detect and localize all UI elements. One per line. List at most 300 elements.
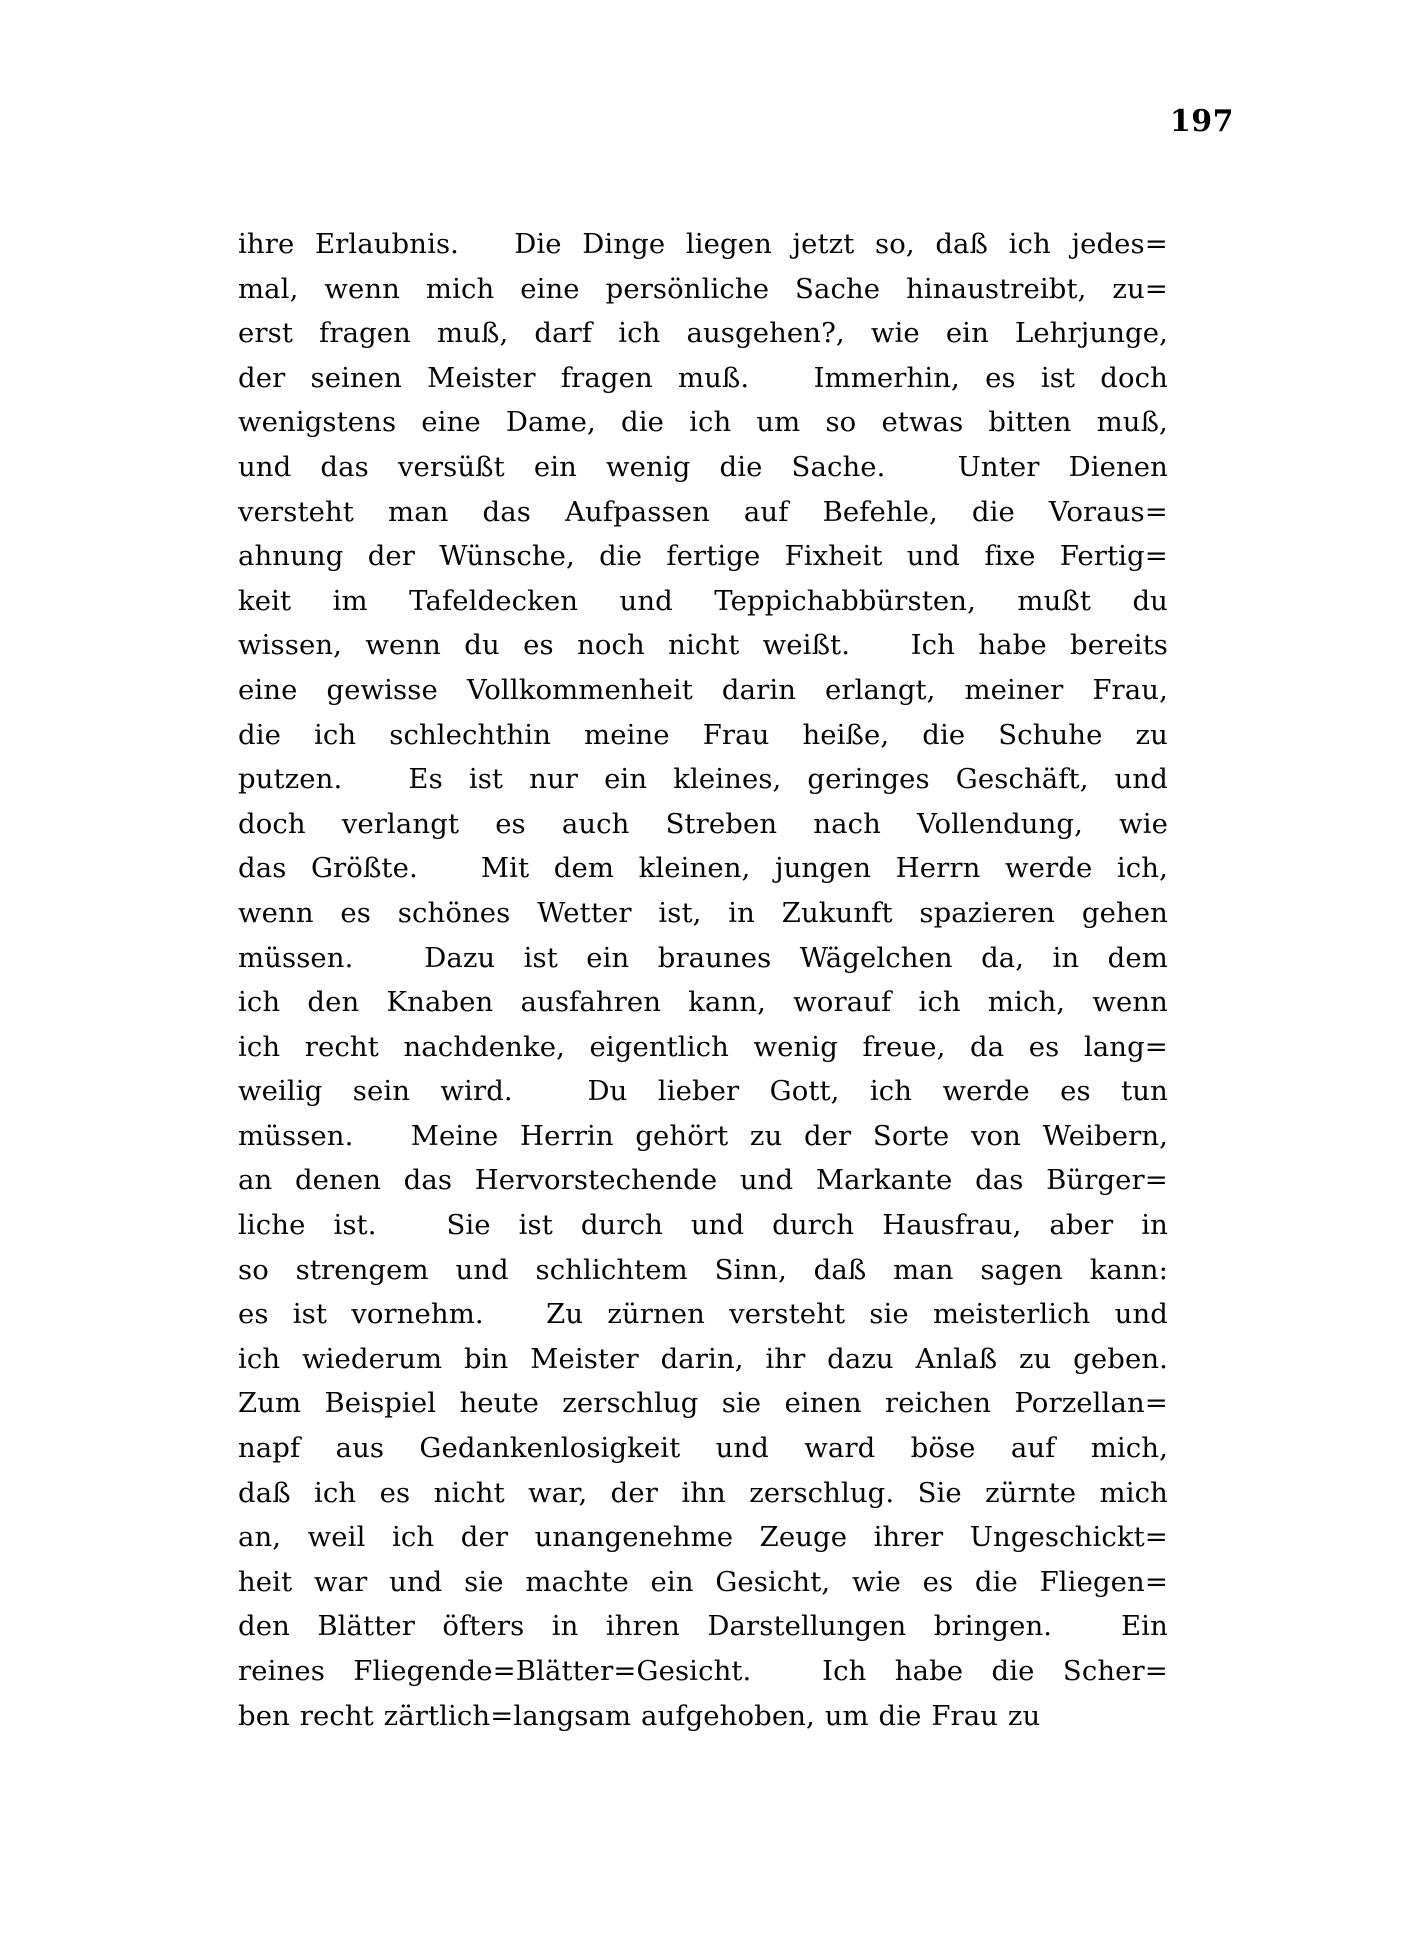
text-word: Meine <box>410 1119 499 1152</box>
text-word: Du <box>587 1075 628 1108</box>
text-word: wenig <box>606 450 691 483</box>
text-word: ich <box>392 1521 435 1554</box>
text-word: das <box>975 1164 1024 1197</box>
text-word: ihn <box>681 1476 726 1509</box>
text-word: Ich <box>822 1655 867 1687</box>
text-word: es <box>495 807 526 840</box>
text-word: in <box>551 1610 579 1643</box>
text-word: Zeuge <box>759 1521 848 1554</box>
text-word: ihre <box>238 228 295 260</box>
text-word: ein <box>586 941 630 974</box>
text-line <box>238 1515 1168 1560</box>
text-word: darf <box>534 317 593 350</box>
text-word: der <box>367 540 416 573</box>
text-word: muß, <box>437 317 509 350</box>
text-word: Beispiel <box>324 1387 437 1420</box>
text-word: Ich <box>910 629 955 662</box>
text-word: das <box>403 1164 453 1197</box>
text-line <box>238 356 1168 401</box>
text-word: Dame, <box>505 406 596 439</box>
text-word: bin <box>464 1342 509 1375</box>
text-word: Herrin <box>520 1119 614 1152</box>
text-word: jedes= <box>1071 228 1168 260</box>
text-line <box>238 1114 1168 1159</box>
text-word: Lehrjunge, <box>1014 317 1168 350</box>
text-line <box>238 713 1168 758</box>
text-word: nachdenke, <box>403 1030 565 1063</box>
sentence-gap <box>780 1649 794 1694</box>
text-word: das <box>238 852 287 885</box>
text-line <box>238 490 1168 535</box>
text-word: sie <box>869 1298 909 1331</box>
text-word: Sie <box>446 1209 491 1242</box>
text-word: worauf <box>793 986 892 1019</box>
text-word: von <box>970 1119 1021 1152</box>
text-word: das <box>482 495 531 528</box>
text-word: Weibern, <box>1042 1119 1168 1152</box>
text-word: es <box>1028 1030 1060 1063</box>
text-word: ausfahren <box>520 986 662 1019</box>
text-word: aus <box>335 1432 385 1465</box>
text-word: Darstellungen <box>707 1610 907 1643</box>
text-word: putzen. <box>238 763 343 796</box>
sentence-gap <box>480 222 494 267</box>
text-word: werde <box>942 1075 1030 1108</box>
text-word: Porzellan= <box>1014 1387 1168 1420</box>
text-word: schönes <box>397 896 511 929</box>
text-word: wenn <box>238 896 314 929</box>
text-word: wird. <box>440 1075 513 1108</box>
text-word: ich <box>314 1476 357 1509</box>
text-line <box>238 980 1168 1025</box>
sentence-gap <box>508 1292 522 1337</box>
sentence-gap <box>774 356 788 401</box>
text-line <box>238 534 1168 579</box>
text-word: durch <box>580 1209 663 1242</box>
text-word: wenn <box>365 629 441 662</box>
text-word: ich <box>1008 228 1051 260</box>
text-word: sein <box>352 1075 411 1108</box>
text-word: durch <box>772 1209 855 1242</box>
text-word: fragen <box>319 317 411 350</box>
text-word: Erlaubnis. <box>314 228 460 260</box>
text-word: und <box>1114 763 1168 796</box>
text-word: dem <box>1107 941 1168 974</box>
text-word: Unter <box>957 450 1040 483</box>
text-word: die <box>991 1655 1035 1687</box>
text-word: so, <box>875 228 915 260</box>
text-word: muß, <box>1096 406 1168 439</box>
text-word: bereits <box>1070 629 1168 662</box>
text-word: darin <box>721 673 797 706</box>
text-line <box>238 445 1168 490</box>
text-word: persönliche <box>605 272 770 305</box>
text-word: ist <box>468 763 504 796</box>
text-word: nur <box>529 763 579 796</box>
sentence-gap <box>915 445 929 490</box>
text-word: wie <box>870 317 920 350</box>
text-word: es <box>985 361 1016 394</box>
text-word: ich <box>689 406 732 439</box>
text-word: ich, <box>1116 852 1168 885</box>
text-word: meiner <box>964 673 1064 706</box>
text-line <box>238 1248 1168 1293</box>
text-word: ist, <box>658 896 702 929</box>
text-word: machte <box>525 1565 629 1598</box>
text-word: ich <box>238 1342 281 1375</box>
text-line <box>238 1426 1168 1471</box>
text-word: schlichtem <box>535 1253 688 1286</box>
text-word: Voraus= <box>1048 495 1168 528</box>
text-word: bringen. <box>933 1610 1053 1643</box>
text-line <box>238 311 1168 356</box>
text-word: ein <box>650 1565 694 1598</box>
text-word: etwas <box>881 406 964 439</box>
sentence-gap <box>382 936 396 981</box>
text-word: Zu <box>546 1298 584 1331</box>
text-line <box>238 1292 1168 1337</box>
text-word: Gedankenlosigkeit <box>419 1432 681 1465</box>
text-word: freue, <box>862 1030 946 1063</box>
text-word: man <box>893 1253 954 1286</box>
text-word: Fixheit <box>784 540 883 573</box>
text-word: versteht <box>238 495 354 528</box>
text-word: kann: <box>1089 1253 1168 1286</box>
text-word: Die <box>514 228 562 260</box>
text-word: ich <box>238 986 281 1019</box>
body-text <box>238 222 1168 1738</box>
text-word: gewisse <box>326 673 438 706</box>
sentence-gap <box>405 1203 419 1248</box>
text-word: müssen. <box>238 941 354 974</box>
text-word: zerschlug <box>562 1387 699 1420</box>
text-word: kleines, <box>673 763 782 796</box>
sentence-gap <box>368 757 382 802</box>
text-word: ward <box>804 1432 876 1465</box>
text-word: müssen. <box>238 1119 354 1152</box>
text-word: Gott, <box>769 1075 840 1108</box>
text-word: ahnung <box>238 540 344 573</box>
sentence-gap <box>873 623 887 668</box>
text-word: habe <box>978 629 1047 662</box>
text-word: es <box>922 1565 954 1598</box>
text-word: sagen <box>980 1253 1063 1286</box>
text-word: seinen <box>310 361 402 394</box>
text-word: es <box>238 1298 269 1331</box>
text-line <box>238 846 1168 891</box>
text-word: einen <box>784 1387 862 1420</box>
text-word: Schuhe <box>998 718 1103 751</box>
text-word: kann, <box>688 986 766 1019</box>
text-word: die <box>719 450 763 483</box>
text-word: Sorte <box>872 1119 950 1152</box>
text-word: ihr <box>765 1342 806 1375</box>
text-line <box>238 1471 1168 1516</box>
text-word: ausgehen?, <box>686 317 845 350</box>
text-word: gehört <box>635 1119 729 1152</box>
text-word: Mit <box>480 852 530 885</box>
text-word: auch <box>561 807 630 840</box>
text-word: der <box>610 1476 658 1509</box>
page-number: 197 <box>1169 104 1234 139</box>
text-word: Zum <box>238 1387 302 1420</box>
text-word: so <box>825 406 857 439</box>
text-word: Zukunft <box>781 896 893 929</box>
text-word: mich, <box>987 986 1066 1019</box>
text-word: Wünsche, <box>439 540 575 573</box>
text-word: wenn <box>1092 986 1168 1019</box>
text-line <box>238 668 1168 713</box>
text-word: Frau, <box>1092 673 1168 706</box>
text-word: Scher= <box>1062 1655 1168 1687</box>
text-word: Gesicht, <box>715 1565 831 1598</box>
text-word: daß <box>238 1476 291 1509</box>
text-word: mich <box>1099 1476 1168 1509</box>
text-line <box>238 757 1168 802</box>
text-line <box>238 1560 1168 1605</box>
text-word: reichen <box>885 1387 992 1420</box>
text-word: heit <box>238 1565 293 1598</box>
text-word: ich <box>238 1030 281 1063</box>
text-word: in <box>728 896 755 929</box>
text-word: fragen <box>560 361 653 394</box>
text-word: weilig <box>238 1075 323 1108</box>
text-word: habe <box>894 1655 964 1687</box>
text-word: ist <box>518 1209 553 1242</box>
text-word: Bürger= <box>1046 1164 1168 1197</box>
text-word: Hausfrau, <box>882 1209 1022 1242</box>
text-word: man <box>388 495 449 528</box>
text-word: Größte. <box>310 852 418 885</box>
text-word: Frau <box>702 718 770 751</box>
text-word: Wägelchen <box>799 941 953 974</box>
text-word: Ein <box>1121 1610 1168 1643</box>
text-word: keit <box>238 584 292 617</box>
text-word: Geschäft, <box>955 763 1089 796</box>
text-word: Meister <box>427 361 536 394</box>
text-word: Aufpassen <box>565 495 710 528</box>
text-word: wie <box>1119 807 1168 840</box>
text-word: ich <box>618 317 661 350</box>
text-word: auf <box>1010 1432 1056 1465</box>
text-word: Streben <box>665 807 778 840</box>
text-word: Tafeldecken <box>409 584 579 617</box>
text-word: Befehle, <box>822 495 938 528</box>
text-word: du <box>1132 584 1168 617</box>
sentence-gap <box>442 846 456 891</box>
text-word: Fliegende=Blätter=Gesicht. <box>353 1655 752 1687</box>
text-word: an, <box>238 1521 282 1554</box>
text-word: gehen <box>1081 896 1168 929</box>
text-word: sie <box>721 1387 762 1420</box>
text-word: zerschlug. <box>749 1476 895 1509</box>
text-word: Dazu <box>424 941 496 974</box>
text-word: daß <box>935 228 989 260</box>
text-line <box>238 1203 1168 1248</box>
text-word: zu <box>1135 718 1168 751</box>
text-word: Teppichabbürsten, <box>714 584 976 617</box>
text-word: meine <box>584 718 670 751</box>
text-word: Ungeschickt= <box>969 1521 1168 1554</box>
text-word: ihren <box>605 1610 680 1643</box>
text-word: Markante <box>815 1164 953 1197</box>
text-word: spazieren <box>919 896 1056 929</box>
text-word: aber <box>1049 1209 1114 1242</box>
text-line <box>238 1649 1168 1694</box>
text-word: die <box>922 718 966 751</box>
text-word: da, <box>981 941 1025 974</box>
text-line <box>238 802 1168 847</box>
text-word: die <box>620 406 664 439</box>
text-word: die <box>974 1565 1018 1598</box>
text-word: und <box>906 540 961 573</box>
text-word: muß. <box>677 361 750 394</box>
text-word: fertige <box>666 540 761 573</box>
text-word: dem <box>553 852 615 885</box>
text-word: doch <box>238 807 306 840</box>
text-word: und <box>238 450 292 483</box>
text-word: lang= <box>1083 1030 1168 1063</box>
text-word: doch <box>1100 361 1168 394</box>
text-word: Meister <box>530 1342 639 1375</box>
text-word: heiße, <box>802 718 890 751</box>
text-word: mich <box>425 272 495 305</box>
text-word: weißt. <box>762 629 851 662</box>
text-word: in <box>1052 941 1080 974</box>
text-word: liegen <box>685 228 772 260</box>
text-word: ich <box>869 1075 913 1108</box>
text-word: es <box>379 1476 411 1509</box>
text-word: liche <box>238 1209 306 1242</box>
text-word: zürnte <box>985 1476 1077 1509</box>
text-line <box>238 1381 1168 1426</box>
text-word: Sinn, <box>714 1253 787 1286</box>
text-word: Fertig= <box>1059 540 1168 573</box>
text-word: wenigstens <box>238 406 397 439</box>
text-word: und <box>619 584 673 617</box>
text-word: strengem <box>295 1253 429 1286</box>
text-word: schlechthin <box>389 718 552 751</box>
text-word: Herrn <box>895 852 981 885</box>
text-word: hinaustreibt, <box>906 272 1087 305</box>
text-word: darin, <box>660 1342 744 1375</box>
sentence-gap <box>543 1069 557 1114</box>
text-word: ist <box>523 941 558 974</box>
text-word: weil <box>307 1521 366 1554</box>
text-word: Wetter <box>537 896 632 929</box>
text-word: es <box>523 629 554 662</box>
text-word: napf <box>238 1432 301 1465</box>
text-word: eigentlich <box>589 1030 729 1063</box>
text-line <box>238 1337 1168 1382</box>
text-word: jungen <box>774 852 872 885</box>
text-word: Dienen <box>1068 450 1168 483</box>
text-word: Hervorstechende <box>474 1164 718 1197</box>
text-word: wie <box>851 1565 901 1598</box>
text-word: versteht <box>729 1298 846 1331</box>
text-word: werde <box>1005 852 1093 885</box>
text-word: und <box>715 1432 769 1465</box>
text-word: mal, <box>238 272 299 305</box>
text-word: denen <box>294 1164 382 1197</box>
text-word: Immerhin, <box>813 361 960 394</box>
text-word: kleinen, <box>638 852 751 885</box>
text-word: böse <box>910 1432 976 1465</box>
text-word: wissen, <box>238 629 342 662</box>
text-word: ein <box>533 450 577 483</box>
text-word: Dinge <box>582 228 666 260</box>
text-word: öfters <box>442 1610 525 1643</box>
text-word: wiederum <box>302 1342 443 1375</box>
text-word: braunes <box>657 941 772 974</box>
text-line <box>238 1069 1168 1114</box>
text-word: geringes <box>807 763 930 796</box>
text-line <box>238 891 1168 936</box>
text-word: heute <box>459 1387 539 1420</box>
text-word: die <box>971 495 1015 528</box>
text-word: mußt <box>1017 584 1092 617</box>
text-line <box>238 1025 1168 1070</box>
text-word: dazu <box>827 1342 894 1375</box>
text-word: und <box>389 1565 443 1598</box>
text-word: wenn <box>324 272 400 305</box>
text-word: Anlaß <box>915 1342 998 1375</box>
text-line: ben recht zärtlich=langsam aufgehoben, um die Frau zu <box>238 1699 1041 1732</box>
text-word: fixe <box>984 540 1036 573</box>
text-word: der <box>460 1521 509 1554</box>
text-word: nicht <box>433 1476 505 1509</box>
text-word: die <box>238 718 281 751</box>
text-word: ist <box>1040 361 1076 394</box>
text-word: nach <box>813 807 881 840</box>
text-word: bitten <box>988 406 1072 439</box>
text-line <box>238 579 1168 624</box>
text-word: verlangt <box>341 807 460 840</box>
text-word: reines <box>238 1655 325 1687</box>
text-word: es <box>1060 1075 1091 1108</box>
text-word: tun <box>1121 1075 1168 1108</box>
text-word: erst <box>238 317 293 350</box>
text-word: da <box>969 1030 1005 1063</box>
text-word: Fliegen= <box>1039 1565 1168 1598</box>
text-word: Sie <box>917 1476 962 1509</box>
text-word: versüßt <box>397 450 505 483</box>
text-word: wenig <box>753 1030 838 1063</box>
text-word: Vollendung, <box>917 807 1083 840</box>
text-word: Es <box>408 763 443 796</box>
text-word: der <box>238 361 286 394</box>
text-word: der <box>803 1119 852 1152</box>
text-word: ein <box>604 763 648 796</box>
text-word: zürnen <box>607 1298 705 1331</box>
text-word: ist. <box>333 1209 377 1242</box>
text-word: sie <box>464 1565 504 1598</box>
text-word: noch <box>577 629 645 662</box>
text-line <box>238 1158 1168 1203</box>
text-word: Vollkommenheit <box>466 673 693 706</box>
text-word: erlangt, <box>825 673 936 706</box>
text-word: ich <box>918 986 961 1019</box>
text-word: war, <box>528 1476 588 1509</box>
text-word: den <box>238 1610 290 1643</box>
text-word: zu <box>1018 1342 1052 1375</box>
text-line <box>238 267 1168 312</box>
text-word: zu <box>749 1119 783 1152</box>
text-word: Blätter <box>317 1610 415 1643</box>
text-word: war <box>313 1565 368 1598</box>
text-word: zu= <box>1112 272 1168 305</box>
sentence-gap <box>375 1114 389 1159</box>
